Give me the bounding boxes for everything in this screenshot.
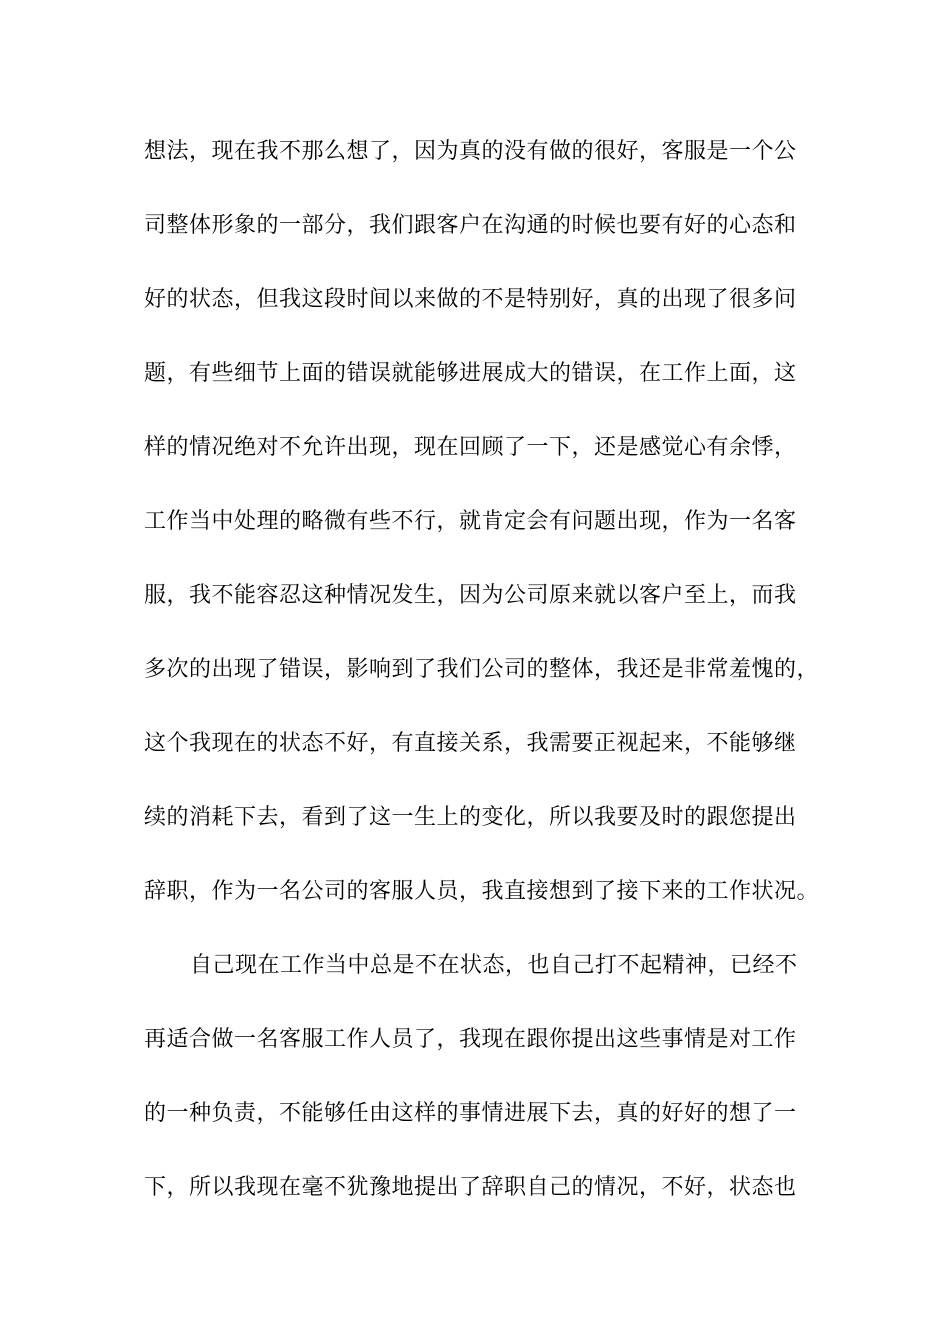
- paragraph-line: 续的消耗下去，看到了这一生上的变化，所以我要及时的跟您提出: [144, 805, 797, 830]
- paragraph-line: 服，我不能容忍这种情况发生，因为公司原来就以客户至上，而我: [144, 583, 797, 608]
- paragraph-line: 多次的出现了错误，影响到了我们公司的整体，我还是非常羞愧的，: [144, 657, 820, 682]
- paragraph-line: 的一种负责，不能够任由这样的事情进展下去，真的好好的想了一: [144, 1101, 797, 1126]
- paragraph-line: 工作当中处理的略微有些不行，就肯定会有问题出现，作为一名客: [144, 509, 797, 534]
- paragraph-line: 样的情况绝对不允许出现，现在回顾了一下，还是感觉心有余悸，: [144, 435, 797, 460]
- paragraph-line: 这个我现在的状态不好，有直接关系，我需要正视起来，不能够继: [144, 731, 797, 756]
- paragraph-line: 司整体形象的一部分，我们跟客户在沟通的时候也要有好的心态和: [144, 213, 797, 238]
- paragraph-line: 题，有些细节上面的错误就能够进展成大的错误，在工作上面，这: [144, 361, 797, 386]
- paragraph-line: 想法，现在我不那么想了，因为真的没有做的很好，客服是一个公: [144, 139, 797, 164]
- paragraph-line: 再适合做一名客服工作人员了，我现在跟你提出这些事情是对工作: [144, 1027, 797, 1052]
- paragraph-line: 自己现在工作当中总是不在状态，也自己打不起精神，已经不: [190, 953, 798, 978]
- paragraph-line: 好的状态，但我这段时间以来做的不是特别好，真的出现了很多问: [144, 287, 797, 312]
- paragraph-line: 辞职，作为一名公司的客服人员，我直接想到了接下来的工作状况。: [144, 879, 820, 904]
- paragraph-line: 下，所以我现在毫不犹豫地提出了辞职自己的情况，不好，状态也: [144, 1175, 797, 1200]
